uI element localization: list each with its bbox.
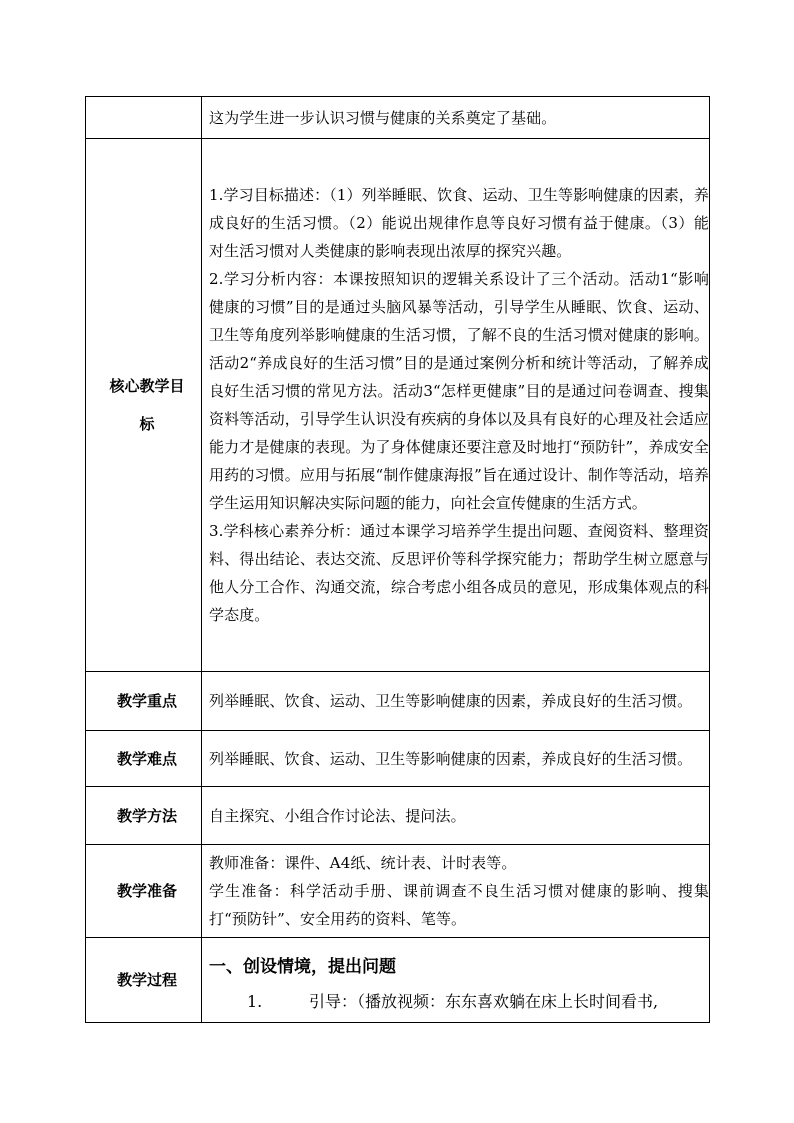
methods-text: 自主探究、小组合作讨论法、提问法。 — [209, 806, 466, 825]
intro-tail-text: 这为学生进一步认识习惯与健康的关系奠定了基础。 — [209, 108, 557, 127]
key-points-text: 列举睡眠、饮食、运动、卫生等影响健康的因素，养成良好的生活习惯。 — [209, 692, 693, 710]
methods-label: 教学方法 — [86, 787, 202, 845]
table-row — [86, 672, 710, 731]
core-goals-cell — [202, 139, 710, 672]
core-goals-label — [86, 139, 202, 672]
difficulties-text: 列举睡眠、饮食、运动、卫生等影响健康的因素，养成良好的生活习惯。 — [209, 749, 693, 768]
process-step — [209, 988, 709, 1016]
methods-cell — [202, 787, 710, 845]
process-step-number: 1. — [247, 992, 263, 1011]
content-analysis-paragraph: 2.学习分析内容：本课按照知识的逻辑关系设计了三个活动。活动1“影响健康的习惯”目的是通过头脑风暴等活动，引导学生从睡眠、饮食、运动、卫生等角度列举影响健康的生活习惯，了解不良的生活习惯对健康的影响。活动2“养成良好的生活习惯”目的是通过案例分析和统计等活动，了解养成良好生活习惯的常见方法。活动3“怎样更健康”目的是通过问卷调查、搜集资料等活动，引导学生认识没有疾病的身体以及具有良好的心理及社会适应能力才是健康的表现。为了身体健康还要注意及时地打“预防针”，养成安全用药的习惯。应用与拓展“制作健康海报”旨在通过设计、制作等活动，培养学生运用知识解决实际问题的能力，向社会宣传健康的生活方式。 — [209, 270, 709, 512]
table-row — [86, 787, 710, 845]
table-row — [86, 938, 710, 1023]
process-label: 教学过程 — [86, 938, 202, 1023]
difficulties-cell — [202, 731, 710, 787]
lesson-plan-table — [85, 96, 710, 1023]
table-row — [86, 139, 710, 672]
preparation-label: 教学准备 — [86, 845, 202, 938]
intro-tail-cell — [202, 97, 710, 139]
teacher-preparation-text: 教师准备：课件、A4纸、统计表、计时表等。 — [209, 854, 517, 872]
table-row — [86, 97, 710, 139]
key-points-label: 教学重点 — [86, 672, 202, 731]
core-literacy-paragraph: 3.学科核心素养分析：通过本课学习培养学生提出问题、查阅资料、整理资料、得出结论、表达交流、反思评价等科学探究能力；帮助学生树立愿意与他人分工合作、沟通交流，综合考虑小组各成员的意见，形成集体观点的科学态度。 — [209, 522, 709, 624]
process-section-heading: 一、创设情境，提出问题 — [209, 957, 396, 977]
goal-description-paragraph: 1.学习目标描述：（1）列举睡眠、饮食、运动、卫生等影响健康的因素，养成良好的生活习惯。（2）能说出规律作息等良好习惯有益于健康。（3）能对生活习惯对人类健康的影响表现出浓厚的探究兴趣。 — [209, 186, 709, 260]
empty-label-cell — [86, 97, 202, 139]
difficulties-label: 教学难点 — [86, 731, 202, 787]
table-row — [86, 845, 710, 938]
table-row — [86, 731, 710, 787]
key-points-cell — [202, 672, 710, 731]
core-goals-label-text: 核心教学目标 — [109, 377, 185, 433]
process-cell — [202, 938, 710, 1023]
preparation-cell — [202, 845, 710, 938]
student-preparation-text: 学生准备：科学活动手册、课前调查不良生活习惯对健康的影响、搜集打“预防针”、安全用药的资料、笔等。 — [209, 882, 709, 928]
process-step-text: 引导：（播放视频：东东喜欢躺在床上长时间看书, — [309, 992, 659, 1011]
